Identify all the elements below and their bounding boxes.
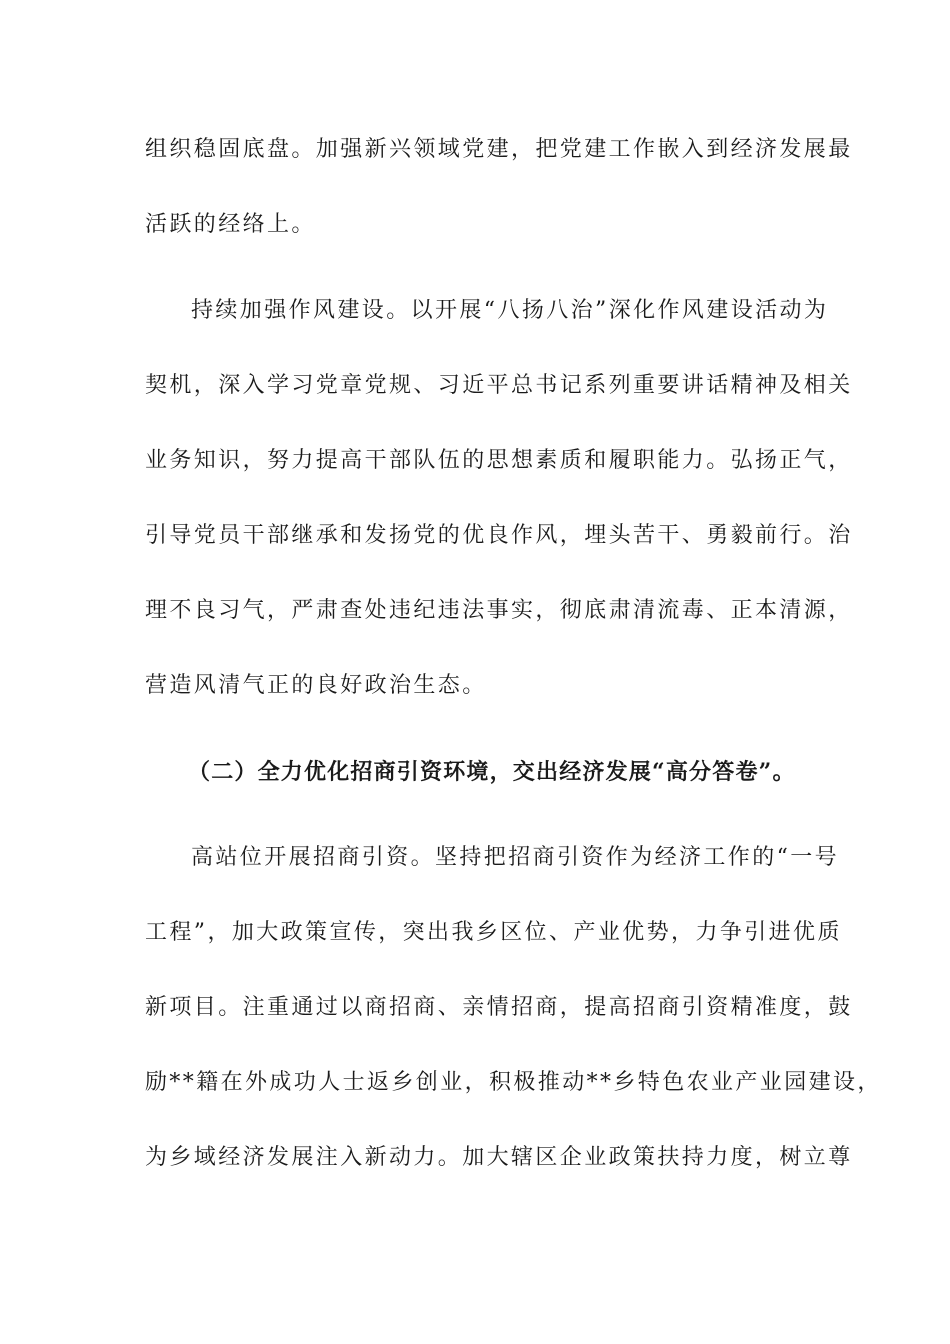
- paragraph-line: 契机，深入学习党章党规、习近平总书记系列重要讲话精神及相关: [145, 373, 853, 398]
- paragraph-line: 新项目。注重通过以商招商、亲情招商，提高招商引资精准度，鼓: [145, 995, 853, 1020]
- paragraph-line: 持续加强作风建设。以开展“八扬八治”深化作风建设活动为: [191, 298, 829, 323]
- section-heading: （二）全力优化招商引资环境，交出经济发展“高分答卷”。: [188, 759, 796, 785]
- paragraph-line: 活跃的经络上。: [145, 212, 316, 237]
- paragraph-line: 理不良习气，严肃查处违纪违法事实，彻底肃清流毒、正本清源，: [145, 598, 853, 623]
- paragraph-line: 营造风清气正的良好政治生态。: [145, 673, 487, 698]
- paragraph-line: 高站位开展招商引资。坚持把招商引资作为经济工作的“一号: [191, 845, 840, 870]
- paragraph-line: 引导党员干部继承和发扬党的优良作风，埋头苦干、勇毅前行。治: [145, 523, 853, 548]
- paragraph-line: 组织稳固底盘。加强新兴领域党建，把党建工作嵌入到经济发展最: [145, 137, 853, 162]
- paragraph-line: 为乡域经济发展注入新动力。加大辖区企业政策扶持力度，树立尊: [145, 1145, 853, 1170]
- paragraph-line: 业务知识，努力提高干部队伍的思想素质和履职能力。弘扬正气，: [145, 448, 853, 473]
- paragraph-line: 工程”，加大政策宣传，突出我乡区位、产业优势，力争引进优质: [145, 920, 842, 945]
- paragraph-line: 励**籍在外成功人士返乡创业，积极推动**乡特色农业产业园建设，: [145, 1070, 882, 1095]
